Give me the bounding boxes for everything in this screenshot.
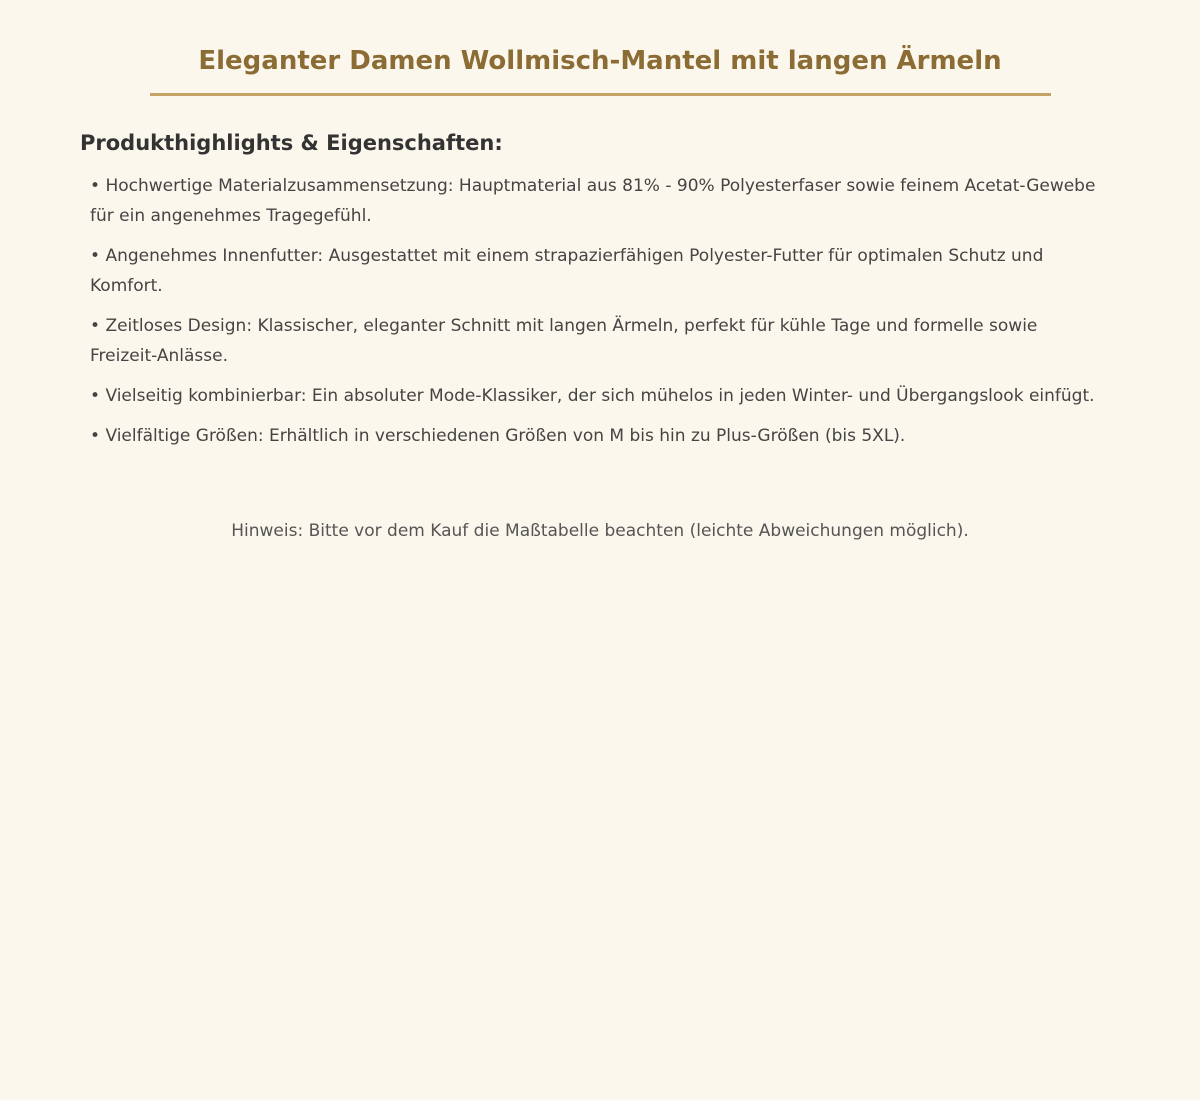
bullet-icon: • — [90, 176, 101, 196]
bullet-icon: • — [90, 426, 101, 446]
feature-item — [90, 241, 1110, 301]
title-divider — [150, 93, 1051, 96]
feature-list — [90, 171, 1110, 461]
feature-item — [90, 311, 1110, 371]
size-chart-note: Hinweis: Bitte vor dem Kauf die Maßtabelle beachten (leichte Abweichungen möglich). — [231, 521, 969, 541]
feature-label: Angenehmes Innenfutter: — [105, 246, 324, 266]
bullet-icon: • — [90, 246, 101, 266]
section-heading: Produkthighlights & Eigenschaften: — [80, 131, 503, 155]
page-title: Eleganter Damen Wollmisch-Mantel mit langen Ärmeln — [198, 46, 1002, 76]
feature-text: Ein absoluter Mode-Klassiker, der sich mühelos in jeden Winter- und Übergangslook einfügt. — [311, 386, 1095, 406]
feature-label: Vielseitig kombinierbar: — [105, 386, 307, 406]
feature-label: Vielfältige Größen: — [105, 426, 264, 446]
feature-text: Ausgestattet mit einem strapazierfähigen Polyester-Futter für optimalen Schutz und Komfort. — [90, 246, 1044, 296]
feature-item — [90, 381, 1110, 411]
feature-label: Zeitloses Design: — [105, 316, 253, 336]
feature-item — [90, 171, 1110, 231]
feature-text: Hauptmaterial aus 81% - 90% Polyesterfaser sowie feinem Acetat-Gewebe für ein angenehmes Tragegefühl. — [90, 176, 1096, 226]
bullet-icon: • — [90, 316, 101, 336]
feature-text: Erhältlich in verschiedenen Größen von M bis hin zu Plus-Größen (bis 5XL). — [269, 426, 906, 446]
feature-label: Hochwertige Materialzusammensetzung: — [105, 176, 454, 196]
feature-item — [90, 421, 1110, 451]
feature-text: Klassischer, eleganter Schnitt mit langen Ärmeln, perfekt für kühle Tage und formelle sowie Freizeit-Anlässe. — [90, 316, 1038, 366]
bullet-icon: • — [90, 386, 101, 406]
